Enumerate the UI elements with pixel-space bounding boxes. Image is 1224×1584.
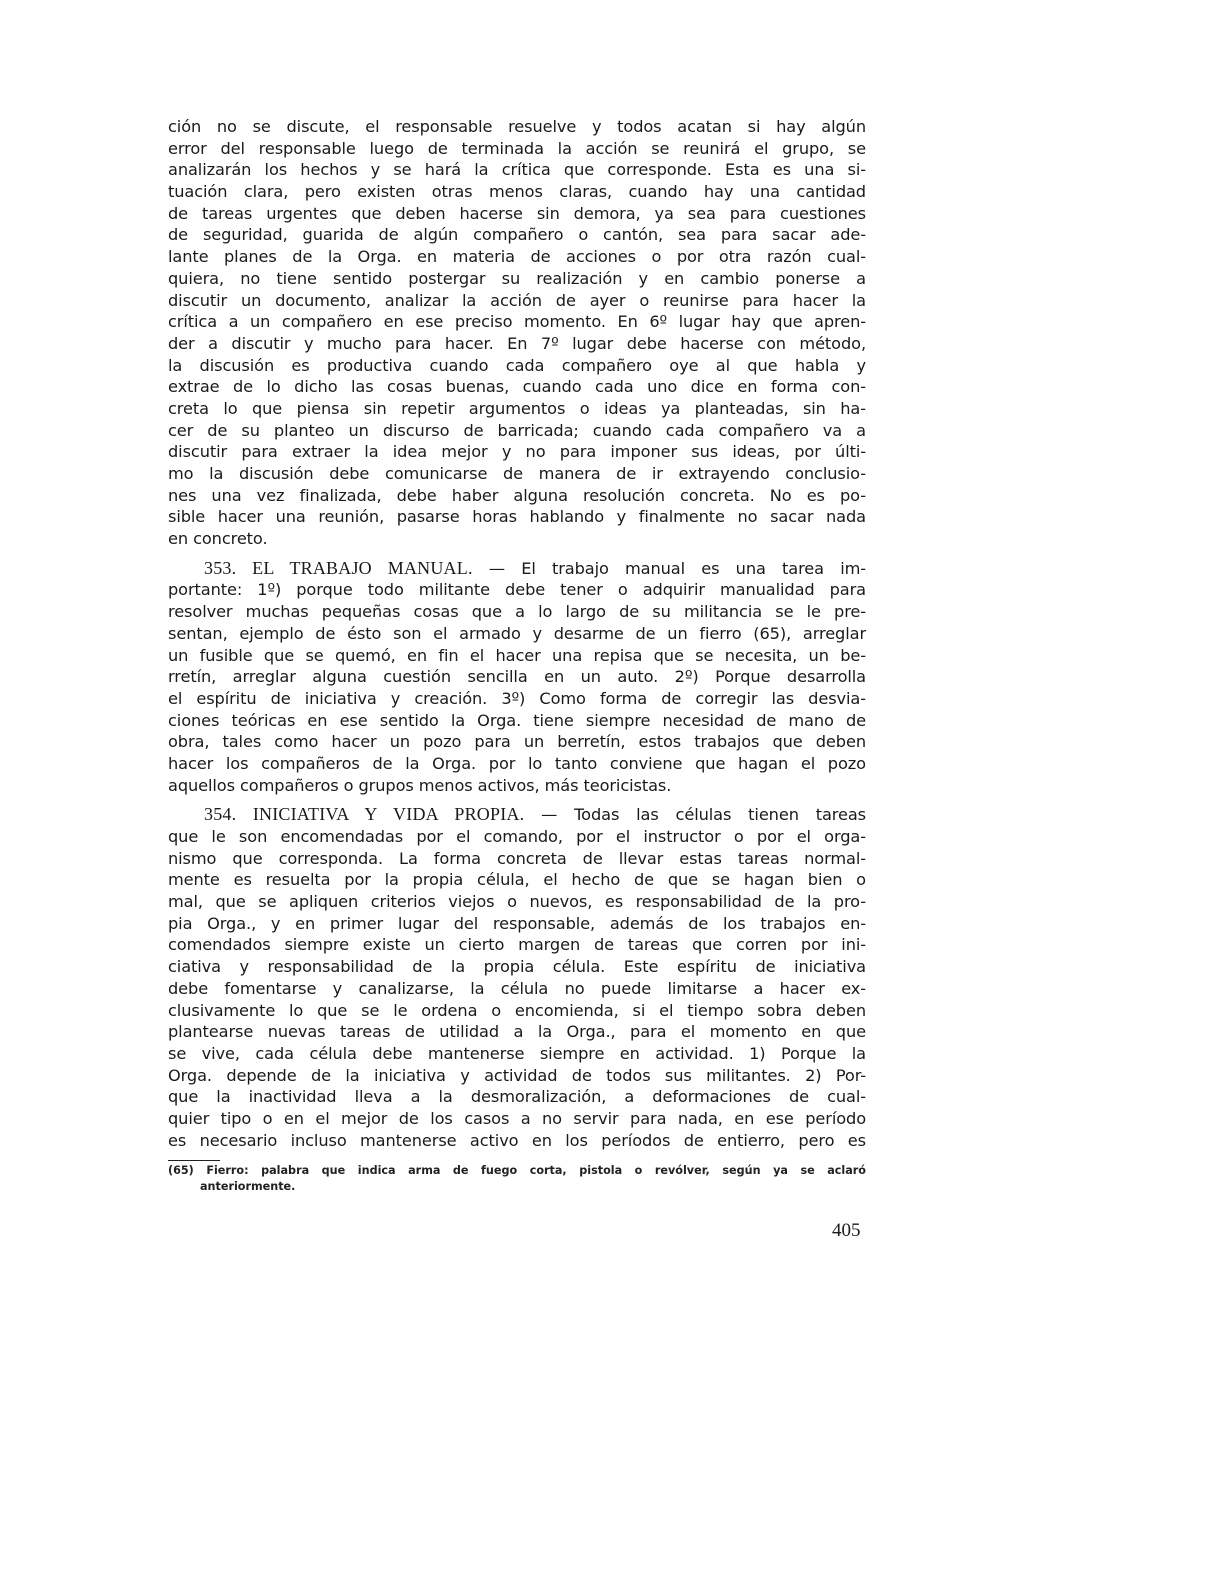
paragraph-353 (168, 558, 866, 797)
text-line: extrae de lo dicho las cosas buenas, cuando cada uno dice en forma con- (168, 377, 866, 397)
text-line: de seguridad, guarida de algún compañero o cantón, sea para sacar ade- (168, 225, 866, 245)
text-line: der a discutir y mucho para hacer. En 7º lugar debe hacerse con método, (168, 333, 866, 353)
text-line: discutir un documento, analizar la acción de ayer o reunirse para hacer la (168, 290, 866, 310)
text-line: Orga. depende de la iniciativa y actividad de todos sus militantes. 2) Por- (168, 1065, 866, 1085)
text-line: nes una vez finalizada, debe haber alguna resolución concreta. No es po- (168, 485, 866, 505)
text-line: sible hacer una reunión, pasarse horas hablando y finalmente no sacar nada (168, 507, 866, 527)
text-line: portante: 1º) porque todo militante debe tener o adquirir manualidad para (168, 580, 866, 600)
paragraph-354 (168, 804, 866, 1151)
text-line: pia Orga., y en primer lugar del responsable, además de los trabajos en- (168, 913, 866, 933)
footnote-line: (65) Fierro: palabra que indica arma de fuego corta, pistola o revólver, según ya se aclaró (168, 1164, 866, 1177)
paragraph-352-continuation (168, 116, 866, 550)
text-line: el espíritu de iniciativa y creación. 3º) Como forma de corregir las desvia- (168, 688, 866, 708)
text-line: la discusión es productiva cuando cada compañero oye al que habla y (168, 355, 866, 375)
text-line: resolver muchas pequeñas cosas que a lo largo de su militancia se le pre- (168, 602, 866, 622)
text-line: ciones teóricas en ese sentido la Orga. tiene siempre necesidad de mano de (168, 710, 866, 730)
text-line: sentan, ejemplo de ésto son el armado y desarme de un fierro (65), arreglar (168, 623, 866, 643)
text-line: quiera, no tiene sentido postergar su realización y en cambio ponerse a (168, 268, 866, 288)
text-line: hacer los compañeros de la Orga. por lo tanto conviene que hagan el pozo (168, 753, 866, 773)
text-line: obra, tales como hacer un pozo para un berretín, estos trabajos que deben (168, 732, 866, 752)
section-lead-line (168, 804, 866, 826)
text-line: rretín, arreglar alguna cuestión sencilla en un auto. 2º) Porque desarrolla (168, 667, 866, 687)
section-lead-text: — Todas las células tienen tareas (524, 805, 866, 825)
text-line: clusivamente lo que se le ordena o encomienda, si el tiempo sobra deben (168, 1000, 866, 1020)
text-line: es necesario incluso mantenerse activo en los períodos de entierro, pero es (168, 1130, 866, 1150)
text-line: mente es resuelta por la propia célula, el hecho de que se hagan bien o (168, 870, 866, 890)
text-line: plantearse nuevas tareas de utilidad a la Orga., para el momento en que (168, 1022, 866, 1042)
text-line: que la inactividad lleva a la desmoralización, a deformaciones de cual- (168, 1087, 866, 1107)
text-line: que le son encomendadas por el comando, por el instructor o por el orga- (168, 827, 866, 846)
text-line: quier tipo o en el mejor de los casos a no servir para nada, en ese período (168, 1108, 866, 1128)
page-number: 405 (832, 1220, 861, 1241)
text-line: de tareas urgentes que deben hacerse sin demora, ya sea para cuestiones (168, 203, 866, 223)
text-line: mal, que se apliquen criterios viejos o nuevos, es responsabilidad de la pro- (168, 892, 866, 912)
footnote-separator (168, 1160, 220, 1161)
document-body (168, 116, 866, 1159)
text-line: cer de su planteo un discurso de barricada; cuando cada compañero va a (168, 420, 866, 440)
text-line: debe fomentarse y canalizarse, la célula no puede limitarse a hacer ex- (168, 978, 866, 998)
text-line: discutir para extraer la idea mejor y no para imponer sus ideas, por últi- (168, 442, 866, 462)
text-line: lante planes de la Orga. en materia de acciones o por otra razón cual- (168, 247, 866, 267)
text-line: crítica a un compañero en ese preciso momento. En 6º lugar hay que apren- (168, 312, 866, 332)
text-line: analizarán los hechos y se hará la crítica que corresponde. Esta es una si- (168, 160, 866, 180)
text-line: error del responsable luego de terminada la acción se reunirá el grupo, se (168, 138, 866, 158)
text-line: ción no se discute, el responsable resuelve y todos acatan si hay algún (168, 117, 866, 136)
text-line: creta lo que piensa sin repetir argumentos o ideas ya planteadas, sin ha- (168, 398, 866, 418)
section-heading-354: 354. INICIATIVA Y VIDA PROPIA. (204, 804, 525, 825)
footnote-65 (168, 1163, 866, 1195)
section-lead-text: — El trabajo manual es una tarea im- (472, 558, 866, 578)
footnote-line: anteriormente. (200, 1180, 296, 1193)
text-line: un fusible que se quemó, en fin el hacer una repisa que se necesita, un be- (168, 645, 866, 665)
text-line: aquellos compañeros o grupos menos activos, más teoricistas. (168, 775, 672, 795)
text-line: comendados siempre existe un cierto margen de tareas que corren por ini- (168, 935, 866, 955)
text-line: tuación clara, pero existen otras menos claras, cuando hay una cantidad (168, 182, 866, 202)
text-line: nismo que corresponda. La forma concreta de llevar estas tareas normal- (168, 848, 866, 868)
section-heading-353: 353. EL TRABAJO MANUAL. (204, 557, 473, 578)
text-line: en concreto. (168, 529, 268, 549)
text-line: ciativa y responsabilidad de la propia célula. Este espíritu de iniciativa (168, 957, 866, 977)
text-line: se vive, cada célula debe mantenerse siempre en actividad. 1) Porque la (168, 1043, 866, 1063)
section-lead-line (168, 558, 866, 580)
text-line: mo la discusión debe comunicarse de manera de ir extrayendo conclusio- (168, 464, 866, 483)
